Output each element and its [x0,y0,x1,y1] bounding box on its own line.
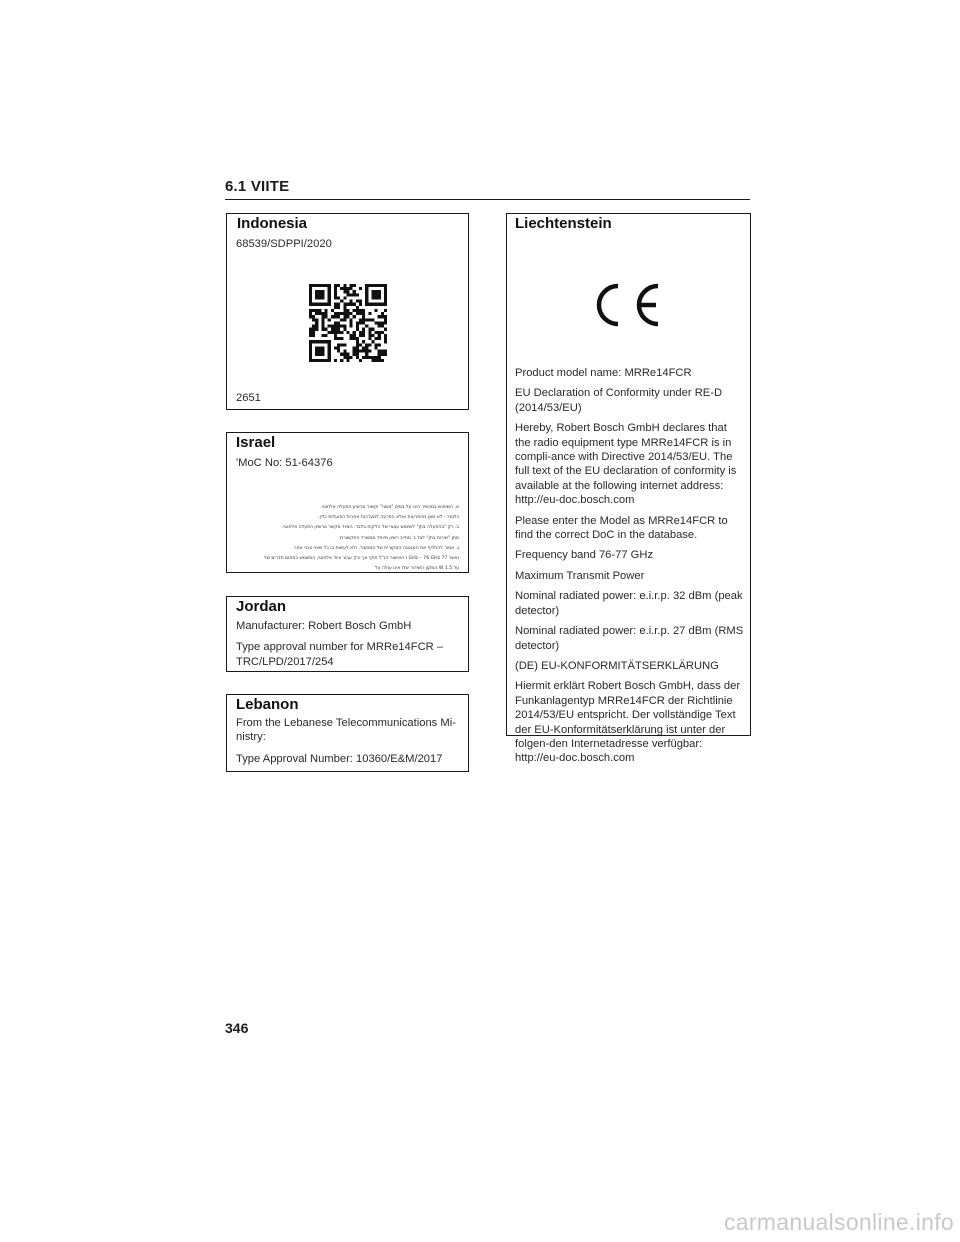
hebrew-line: א. השימוש במכשיר הינו על בסיס "משני" וקשור מרשיון הפעלה אלחוטי. [320,505,459,510]
jordan-manufacturer: Manufacturer: Robert Bosch GmbH [236,620,412,632]
liechtenstein-title: Liechtenstein [515,215,612,232]
declaration-paragraph: Please enter the Model as MRRe14FCR to find the correct DoC in the database. [515,514,728,542]
declaration-paragraph: Hiermit erklärt Robert Bosch GmbH, dass der Funkanlagentyp MRRe14FCR der Richtlinie 2014/53/EU entspricht. Der vollständige Text der EU-Konformitätserklärung ist unter der folgen-den Internetadresse verfügbar: http://eu-doc.bosch.com [515,680,741,765]
lebanon-approval: Type Approval Number: 10360/E&M/2017 [236,752,443,765]
liechtenstein-box [506,213,751,765]
qr-code-icon [309,284,387,362]
declaration-paragraph: Maximum Transmit Power [515,569,645,582]
hebrew-line: עד 1.5 W המקון השידור שלו אינו עולה על [375,566,459,572]
declaration-paragraph: Nominal radiated power: e.i.r.p. 32 dBm (peak detector) [515,590,743,617]
liechtenstein-declaration [515,366,744,772]
lebanon-ministry: From the Lebanese Telecommunications Mi-nistry: [236,717,456,744]
lebanon-title: Lebanon [236,696,299,713]
declaration-paragraph: Nominal radiated power: e.i.r.p. 27 dBm (RMS detector) [515,625,744,652]
jordan-type-approval: Type approval number for MRRe14FCR – TRC/LPD/2017/254 [236,641,444,668]
declaration-paragraph: Hereby, Robert Bosch GmbH declares that the radio equipment type MRRe14FCR is in compli-ance with Directive 2014/53/EU. The full text of the EU declaration of conformity is available at the following internet address: http://eu-doc.bosch.com [515,422,737,507]
lebanon-box [226,694,469,772]
hebrew-line: ג. אסור להחליף את האנטנה המקורית של המכשיר, ולא לעשות בו כל שינוי טכני אחר. [292,545,459,551]
declaration-paragraph: (DE) EU-KONFORMITÄTSERKLÄRUNG [515,659,719,672]
section-divider [225,199,750,200]
declaration-paragraph: EU Declaration of Conformity under RE-D (2014/53/EU) [515,387,723,414]
indonesia-code: 2651 [236,391,261,404]
hebrew-line: מתן "שירות בתן" לצד ג' מחייב רשיון מיוחד ממשרד התקשורת. [338,535,459,541]
israel-hebrew-notice [229,503,459,574]
page-number: 346 [225,1020,249,1036]
hebrew-line: כלומר - לא מוגן מהפרעות ואלא הפרעה למערכות אחרות הפועלות כדין. [318,515,459,521]
hebrew-line: ואשר 77 GHz – 76 GHz ז האישור הנ"ל חוקי אך ורק עבור ציוד אלחוטי, המשמש בתחום תדרים של [264,556,459,562]
ce-mark-icon [592,282,662,328]
israel-moc-number: 'MoC No: 51-64376 [236,457,333,469]
indonesia-box [226,213,469,410]
jordan-box [226,596,469,672]
jordan-title: Jordan [236,598,287,615]
indonesia-registration: 68539/SDPPI/2020 [236,238,332,250]
section-title: 6.1 VIITE [225,178,290,195]
hebrew-line: ב. רק "בהפעלה בתן" לשימוש עצמי של הלקוח בלבד. הציוד מקשר מרשיון הפעלה אלחוטי. [281,525,459,531]
israel-box [226,432,469,573]
declaration-paragraph: Frequency band 76-77 GHz [515,549,654,562]
indonesia-title: Indonesia [237,215,308,232]
declaration-paragraph: Product model name: MRRe14FCR [515,367,692,379]
watermark: carmanualsonline.info [723,1209,954,1235]
israel-title: Israel [236,434,276,451]
